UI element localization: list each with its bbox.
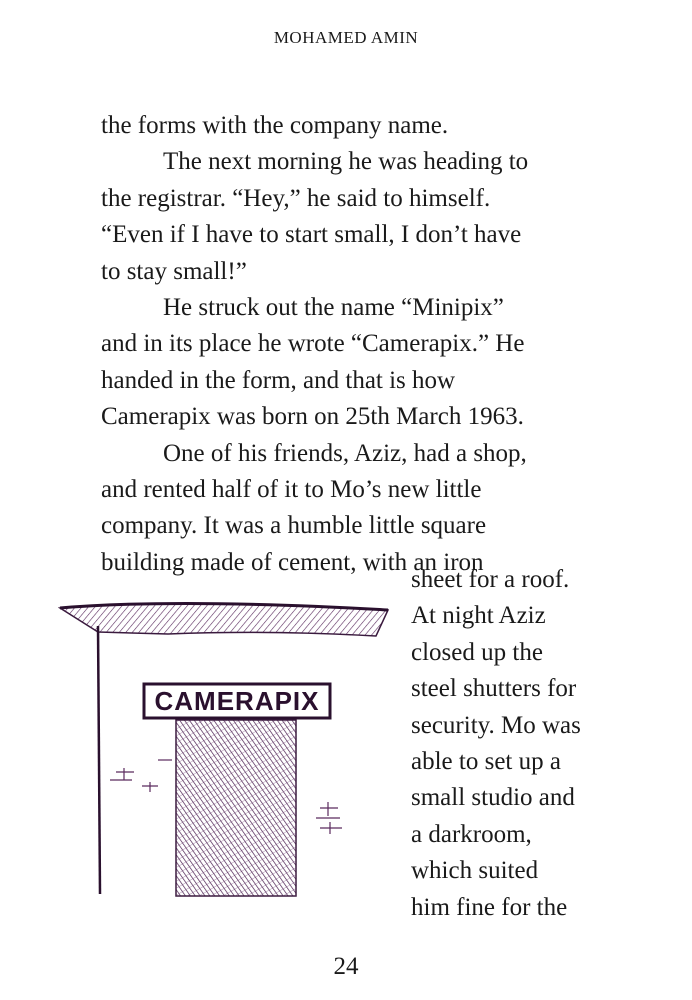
text-line: the registrar. “Hey,” he said to himself. [101,184,491,212]
text-line: sheet for a roof. [411,566,570,593]
running-head: MOHAMED AMIN [273,28,419,47]
text-line: company. It was a humble little square [101,512,487,540]
shop-drawing [58,596,398,906]
text-line: At night Aziz [411,602,546,630]
shop-illustration [58,596,398,906]
text-line: He struck out the name “Minipix” [163,293,504,321]
text-line: and rented half of it to Mo’s new little [101,475,482,503]
text-line: steel shutters for [411,675,577,703]
body-text [101,108,528,581]
text-line: him fine for the [411,893,568,921]
text-line: able to set up a [411,747,561,775]
text-line: security. Mo was [411,711,581,739]
text-line: closed up the [411,638,543,666]
text-line: small studio and [411,784,575,812]
text-line: building made of cement, with an iron [101,548,484,576]
text-line: and in its place he wrote “Camerapix.” He [101,330,525,358]
text-line: to stay small!” [101,257,247,285]
text-line: “Even if I have to start small, I don’t have [101,221,522,249]
side-text [411,562,581,926]
text-line: One of his friends, Aziz, had a shop, [163,439,527,467]
text-line: Camerapix was born on 25th March 1963. [101,403,524,431]
text-line: the forms with the company name. [101,112,449,139]
sign-text: CAMERAPIX [154,686,320,716]
page-number: 24 [333,953,359,980]
text-line: which suited [411,857,539,885]
text-line: handed in the form, and that is how [101,366,456,394]
text-line: The next morning he was heading to [163,148,529,176]
text-line: a darkroom, [411,820,532,848]
